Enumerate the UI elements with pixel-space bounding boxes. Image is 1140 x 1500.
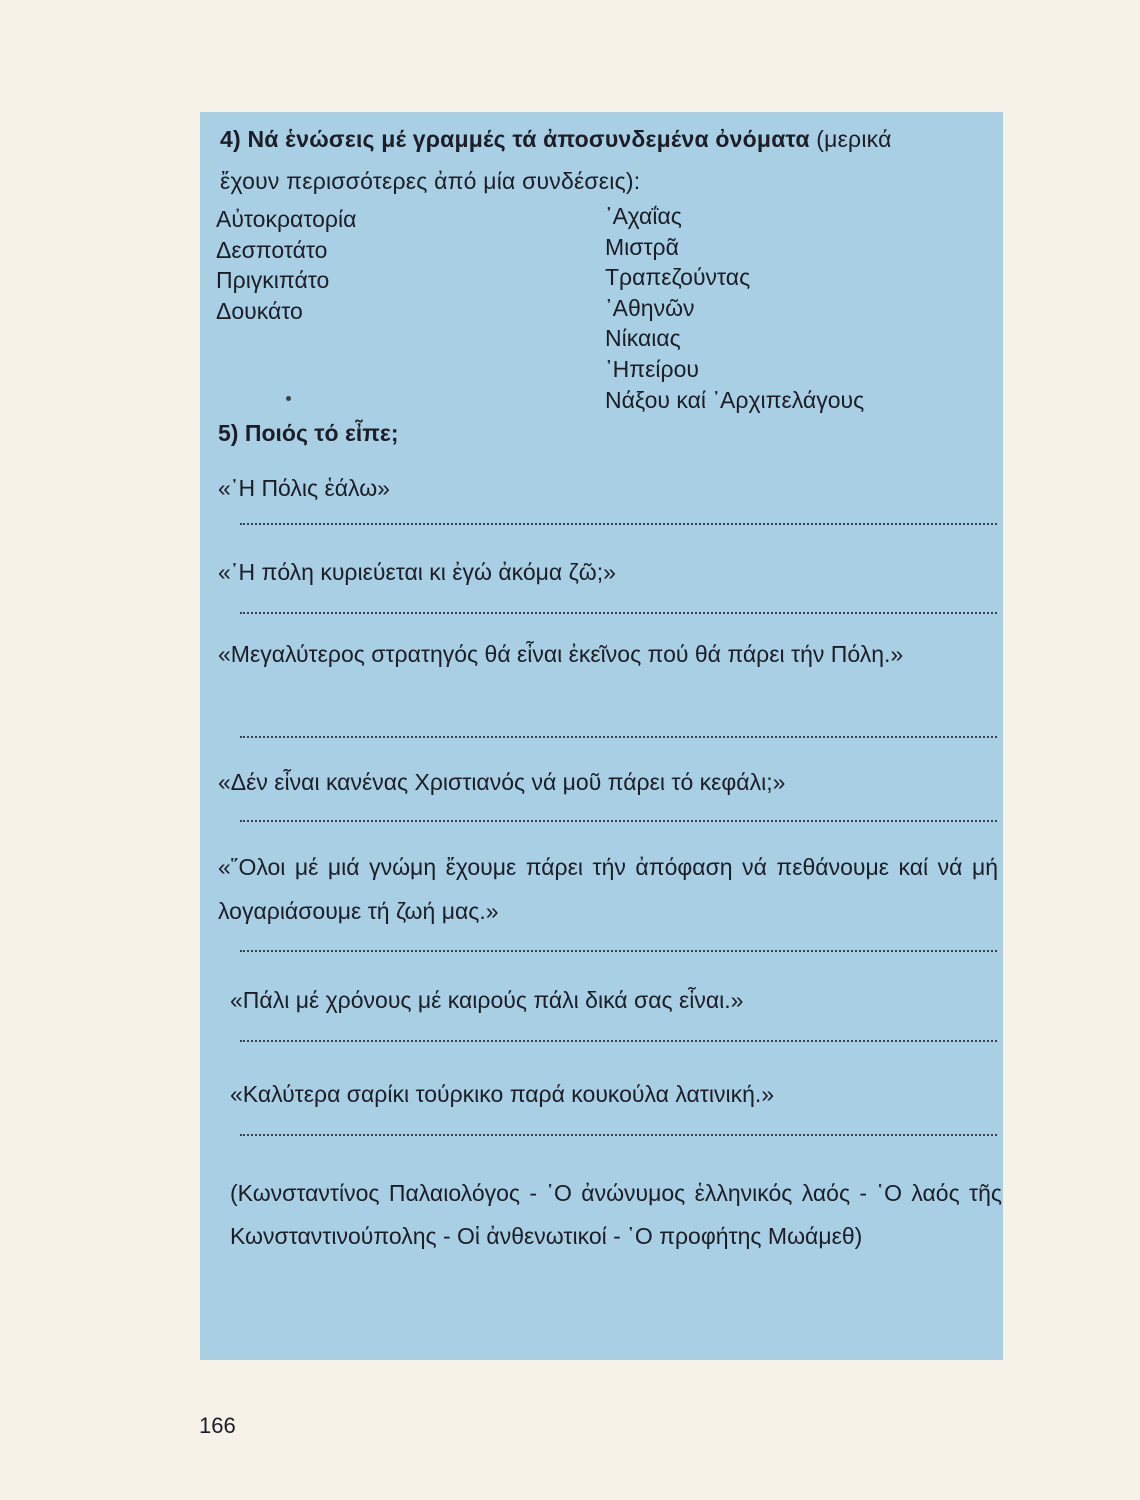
answer-line-3[interactable] (240, 736, 997, 738)
answer-line-4[interactable] (240, 820, 997, 822)
list-item: Μιστρᾶ (605, 233, 679, 260)
list-item: Τραπεζούντας (605, 264, 751, 291)
quote-6: «Πάλι μέ χρόνους μέ καιρούς πάλι δικά σας εἶναι.» (230, 987, 744, 1013)
list-item: Πριγκιπάτο (216, 267, 330, 294)
exercise-5-heading: 5) Ποιός τό εἶπε; (218, 420, 399, 446)
answer-line-2[interactable] (240, 612, 997, 614)
answer-line-1[interactable] (240, 523, 997, 525)
list-item: Αὐτοκρατορία (216, 206, 357, 232)
exercise-4-heading (220, 118, 990, 202)
print-speck (286, 396, 291, 401)
quote-2: «῾Η πόλη κυριεύεται κι ἐγώ ἀκόμα ζῶ;» (218, 559, 616, 585)
quote-7: «Καλύτερα σαρίκι τούρκικο παρά κουκούλα λατινική.» (230, 1081, 775, 1107)
exercise-4-title-line2: ἔχουν περισσότερες ἀπό μία συνδέσεις): (220, 168, 641, 194)
page-number: 166 (199, 1413, 236, 1438)
list-item: Δουκάτο (216, 297, 303, 324)
state-types-list (216, 204, 356, 326)
quote-1: «῾Η Πόλις ἑάλω» (218, 475, 390, 501)
quote-5: «῞Ολοι μέ μιά γνώμη ἔχουμε πάρει τήν ἀπόφαση νά πεθάνουμε καί νά μή λογαριάσουμε τή ζωή μας.» (218, 854, 998, 924)
list-item: Νίκαιας (605, 325, 681, 352)
place-names-list (605, 201, 864, 415)
answer-line-5[interactable] (240, 950, 997, 952)
list-item: ᾿Αθηνῶν (605, 294, 695, 321)
list-item: ᾿Αχαΐας (605, 203, 682, 229)
speakers-list: (Κωνσταντίνος Παλαιολόγος - ῾Ο ἀνώνυμος ἑλληνικός λαός - ῾Ο λαός τῆς Κωνσταντινούπολης - Οἱ ἀνθενωτικοί - ῾Ο προφήτης Μωάμεθ) (230, 1180, 1002, 1249)
answer-line-7[interactable] (240, 1134, 997, 1136)
exercise-4-title-bold: 4) Νά ἑνώσεις μέ γραμμές τά ἀποσυνδεμένα ὀνόματα (220, 126, 810, 152)
quote-3: «Μεγαλύτερος στρατηγός θά εἶναι ἐκεῖνος πού θά πάρει τήν Πόλη.» (218, 641, 904, 667)
list-item: ᾿Ηπείρου (605, 355, 699, 382)
list-item: Νάξου καί ᾿Αρχιπελάγους (605, 386, 865, 413)
list-item: Δεσποτάτο (216, 236, 328, 263)
answer-line-6[interactable] (240, 1040, 997, 1042)
quote-4: «Δέν εἶναι κανένας Χριστιανός νά μοῦ πάρει τό κεφάλι;» (218, 769, 786, 795)
exercise-4-title-note: (μερικά (809, 126, 892, 152)
